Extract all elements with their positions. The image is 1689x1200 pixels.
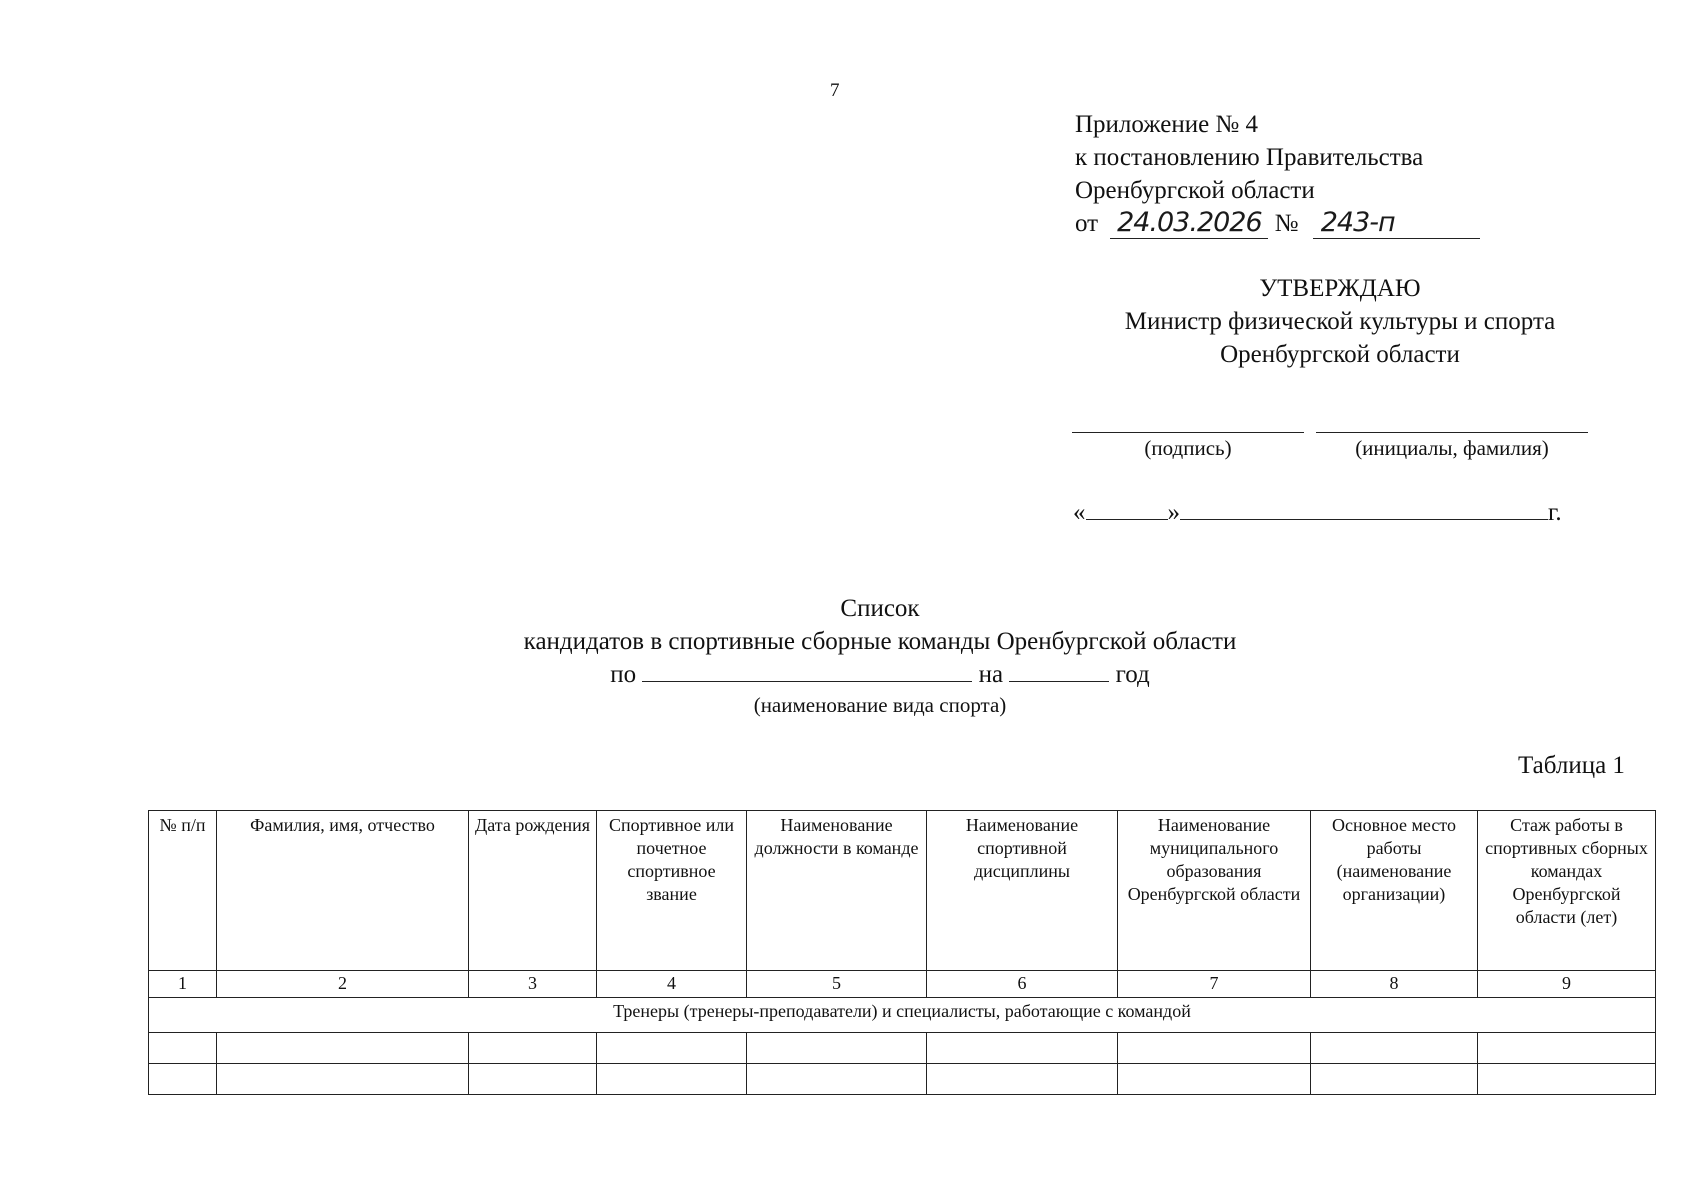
- table-cell: [1478, 1064, 1656, 1095]
- sport-blank: [642, 659, 972, 682]
- table-cell: [217, 1033, 469, 1064]
- table-cell: [1311, 1064, 1478, 1095]
- table-row: [149, 1033, 1656, 1064]
- header-cell: Спортивное или почетное спортивное звание: [597, 811, 747, 971]
- name-caption: (инициалы, фамилия): [1355, 436, 1549, 460]
- table-cell: [469, 1033, 597, 1064]
- header-cell: Наименование должности в команде: [747, 811, 927, 971]
- table-cell: [1118, 1064, 1311, 1095]
- table-cell: [747, 1064, 927, 1095]
- list-sport-line: [300, 658, 1460, 691]
- table-row: [149, 1064, 1656, 1095]
- header-cell: Стаж работы в спортивных сборных командах Оренбургской области (лет): [1478, 811, 1656, 971]
- column-number: 5: [747, 971, 927, 998]
- table-header-row: [149, 811, 1656, 971]
- number-sign: №: [1274, 210, 1299, 237]
- quote-open: «: [1073, 499, 1086, 526]
- year-label: год: [1115, 661, 1150, 688]
- sport-caption: (наименование вида спорта): [753, 693, 1007, 717]
- approval-position: Министр физической культуры и спорта: [1124, 308, 1556, 335]
- quote-close: »: [1167, 499, 1180, 526]
- list-subtitle: кандидатов в спортивные сборные команды Оренбургской области: [523, 628, 1237, 655]
- handwritten-number: 243-п: [1313, 208, 1480, 239]
- by-label: по: [610, 661, 637, 688]
- table-cell: [1118, 1033, 1311, 1064]
- signature-caption: (подпись): [1144, 436, 1232, 460]
- list-title: Список: [840, 595, 920, 622]
- column-number: 6: [927, 971, 1118, 998]
- table-label: Таблица 1: [1518, 752, 1625, 779]
- header-cell: Наименование спортивной дисциплины: [927, 811, 1118, 971]
- table-cell: [747, 1033, 927, 1064]
- annex-block: [1075, 108, 1480, 240]
- table-cell: [1478, 1033, 1656, 1064]
- approval-date-line: [1073, 497, 1562, 527]
- day-blank: [1086, 497, 1168, 520]
- table-cell: [149, 1033, 217, 1064]
- annex-from-label: от: [1075, 210, 1099, 237]
- column-number: 4: [597, 971, 747, 998]
- candidates-table: [148, 810, 1656, 1095]
- table-cell: [597, 1033, 747, 1064]
- header-cell: № п/п: [149, 811, 217, 971]
- header-cell: Основное место работы (наименование организации): [1311, 811, 1478, 971]
- column-number: 1: [149, 971, 217, 998]
- column-number: 2: [217, 971, 469, 998]
- annex-date-number: [1075, 207, 1480, 240]
- column-number: 3: [469, 971, 597, 998]
- year-blank: [1009, 659, 1109, 682]
- column-number: 8: [1311, 971, 1478, 998]
- header-cell: Дата рождения: [469, 811, 597, 971]
- approval-heading: УТВЕРЖДАЮ: [1259, 275, 1421, 302]
- table-cell: [217, 1064, 469, 1095]
- signature-line: [1072, 432, 1304, 433]
- section-title: Тренеры (тренеры-преподаватели) и специалисты, работающие с командой: [149, 998, 1656, 1033]
- column-number: 7: [1118, 971, 1311, 998]
- table-cell: [469, 1064, 597, 1095]
- table-cell: [927, 1033, 1118, 1064]
- month-year-blank: [1180, 497, 1548, 520]
- annex-title: Приложение № 4: [1075, 111, 1259, 138]
- table-cell: [149, 1064, 217, 1095]
- table-cell: [927, 1064, 1118, 1095]
- page-number: 7: [830, 80, 840, 101]
- annex-resolution: к постановлению Правительства: [1075, 144, 1424, 171]
- table-cell: [597, 1064, 747, 1095]
- header-cell: Наименование муниципального образования Оренбургской области: [1118, 811, 1311, 971]
- table-cell: [1311, 1033, 1478, 1064]
- on-label: на: [978, 661, 1004, 688]
- name-line: [1316, 432, 1588, 433]
- approval-region: Оренбургской области: [1220, 341, 1460, 368]
- handwritten-date: 24.03.2026: [1110, 208, 1268, 239]
- header-cell: Фамилия, имя, отчество: [217, 811, 469, 971]
- column-number: 9: [1478, 971, 1656, 998]
- column-number-row: [149, 971, 1656, 998]
- section-row: [149, 998, 1656, 1033]
- year-suffix: г.: [1548, 499, 1562, 526]
- approval-block: [1070, 272, 1610, 371]
- annex-region: Оренбургской области: [1075, 177, 1315, 204]
